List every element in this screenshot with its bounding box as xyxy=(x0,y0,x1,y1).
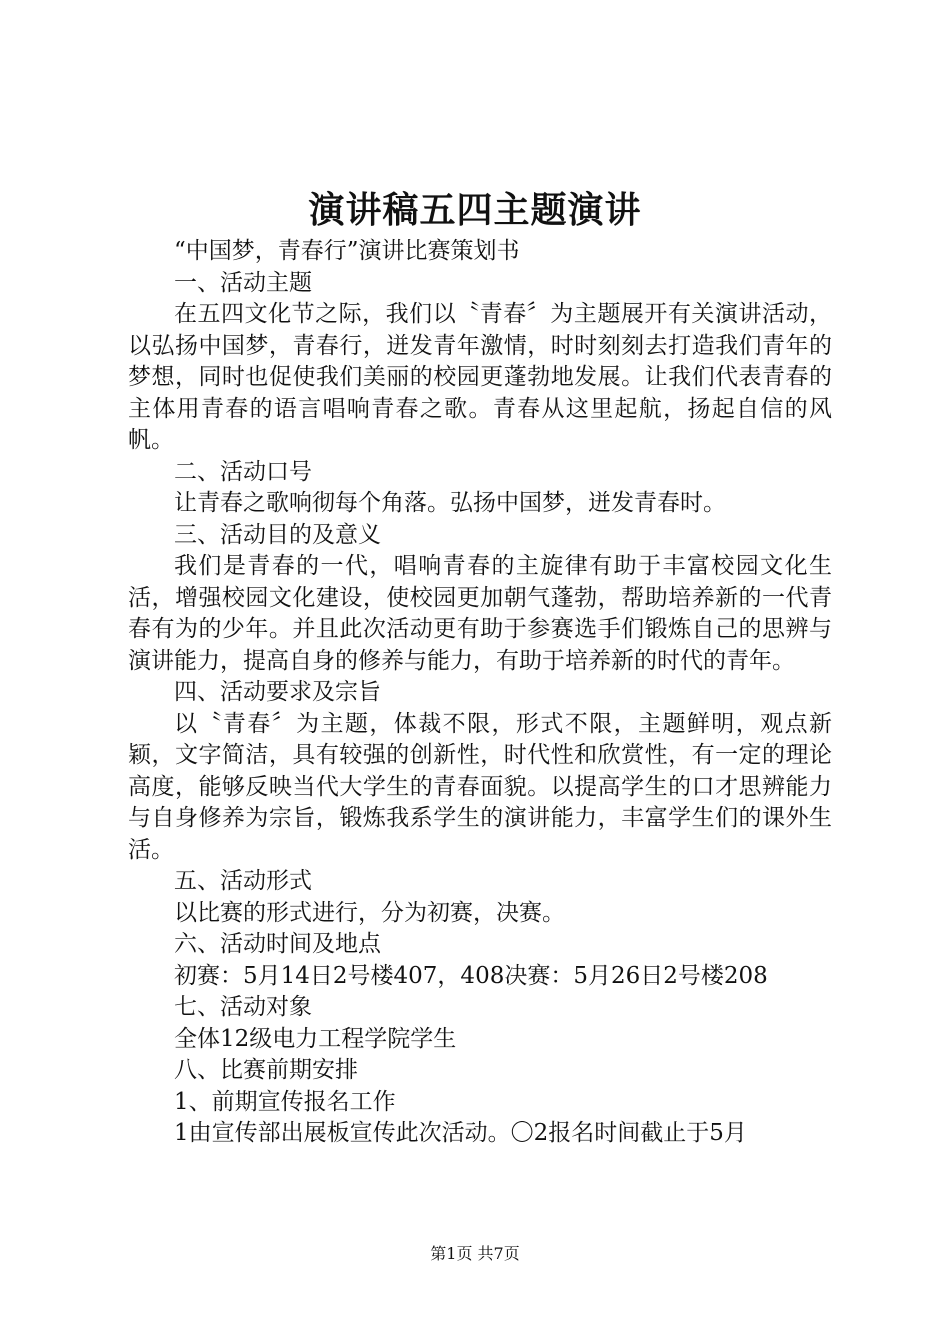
paragraph: 让青春之歌响彻每个角落。弘扬中国梦，迸发青春时。 xyxy=(174,490,726,516)
paragraph: 初赛：5月14日2号楼407，408决赛：5月26日2号楼208 xyxy=(174,962,768,989)
section-heading: 一、活动主题 xyxy=(174,269,312,296)
page-footer: 第1页 共7页 xyxy=(430,1244,520,1263)
paragraph: 以比赛的形式进行，分为初赛，决赛。 xyxy=(174,899,565,926)
document-title: 演讲稿五四主题演讲 xyxy=(308,189,642,231)
document-body xyxy=(128,236,832,1150)
section-heading: 五、活动形式 xyxy=(174,868,312,894)
section-heading: 三、活动目的及意义 xyxy=(174,521,381,548)
subsection-heading: 1、前期宣传报名工作 xyxy=(174,1088,396,1115)
section-heading: 六、活动时间及地点 xyxy=(174,931,381,957)
section-heading: 七、活动对象 xyxy=(174,994,312,1020)
section-heading: 二、活动口号 xyxy=(174,458,312,485)
paragraph: 以〝青春〞为主题，体裁不限，形式不限，主题鲜明，观点新颖，文字简洁，具有较强的创新性，时代性和欣赏性，有一定的理论高度，能够反映当代大学生的青春面貌。以提高学生的口才思辨能力与自身修养为宗旨，锻炼我系学生的演讲能力，丰富学生们的课外生活。 xyxy=(128,710,832,863)
paragraph: 在五四文化节之际，我们以〝青春〞为主题展开有关演讲活动，以弘扬中国梦，青春行，迸发青年激情，时时刻刻去打造我们青年的梦想，同时也促使我们美丽的校园更蓬勃地发展。让我们代表青春的主体用青春的语言唱响青春之歌。青春从这里起航，扬起自信的风帆。 xyxy=(128,301,832,453)
section-heading: 八、比赛前期安排 xyxy=(174,1057,358,1083)
paragraph: 全体12级电力工程学院学生 xyxy=(174,1025,457,1052)
plan-heading: “中国梦，青春行”演讲比赛策划书 xyxy=(174,238,520,264)
section-heading: 四、活动要求及宗旨 xyxy=(174,679,381,705)
paragraph: 1由宣传部出展板宣传此次活动。〇2报名时间截止于5月 xyxy=(174,1120,747,1146)
paragraph: 我们是青春的一代，唱响青春的主旋律有助于丰富校园文化生活，增强校园文化建设，使校园更加朝气蓬勃，帮助培养新的一代青春有为的少年。并且此次活动更有助于参赛选手们锻炼自己的思辨与演讲能力，提高自身的修养与能力，有助于培养新的时代的青年。 xyxy=(128,553,832,674)
